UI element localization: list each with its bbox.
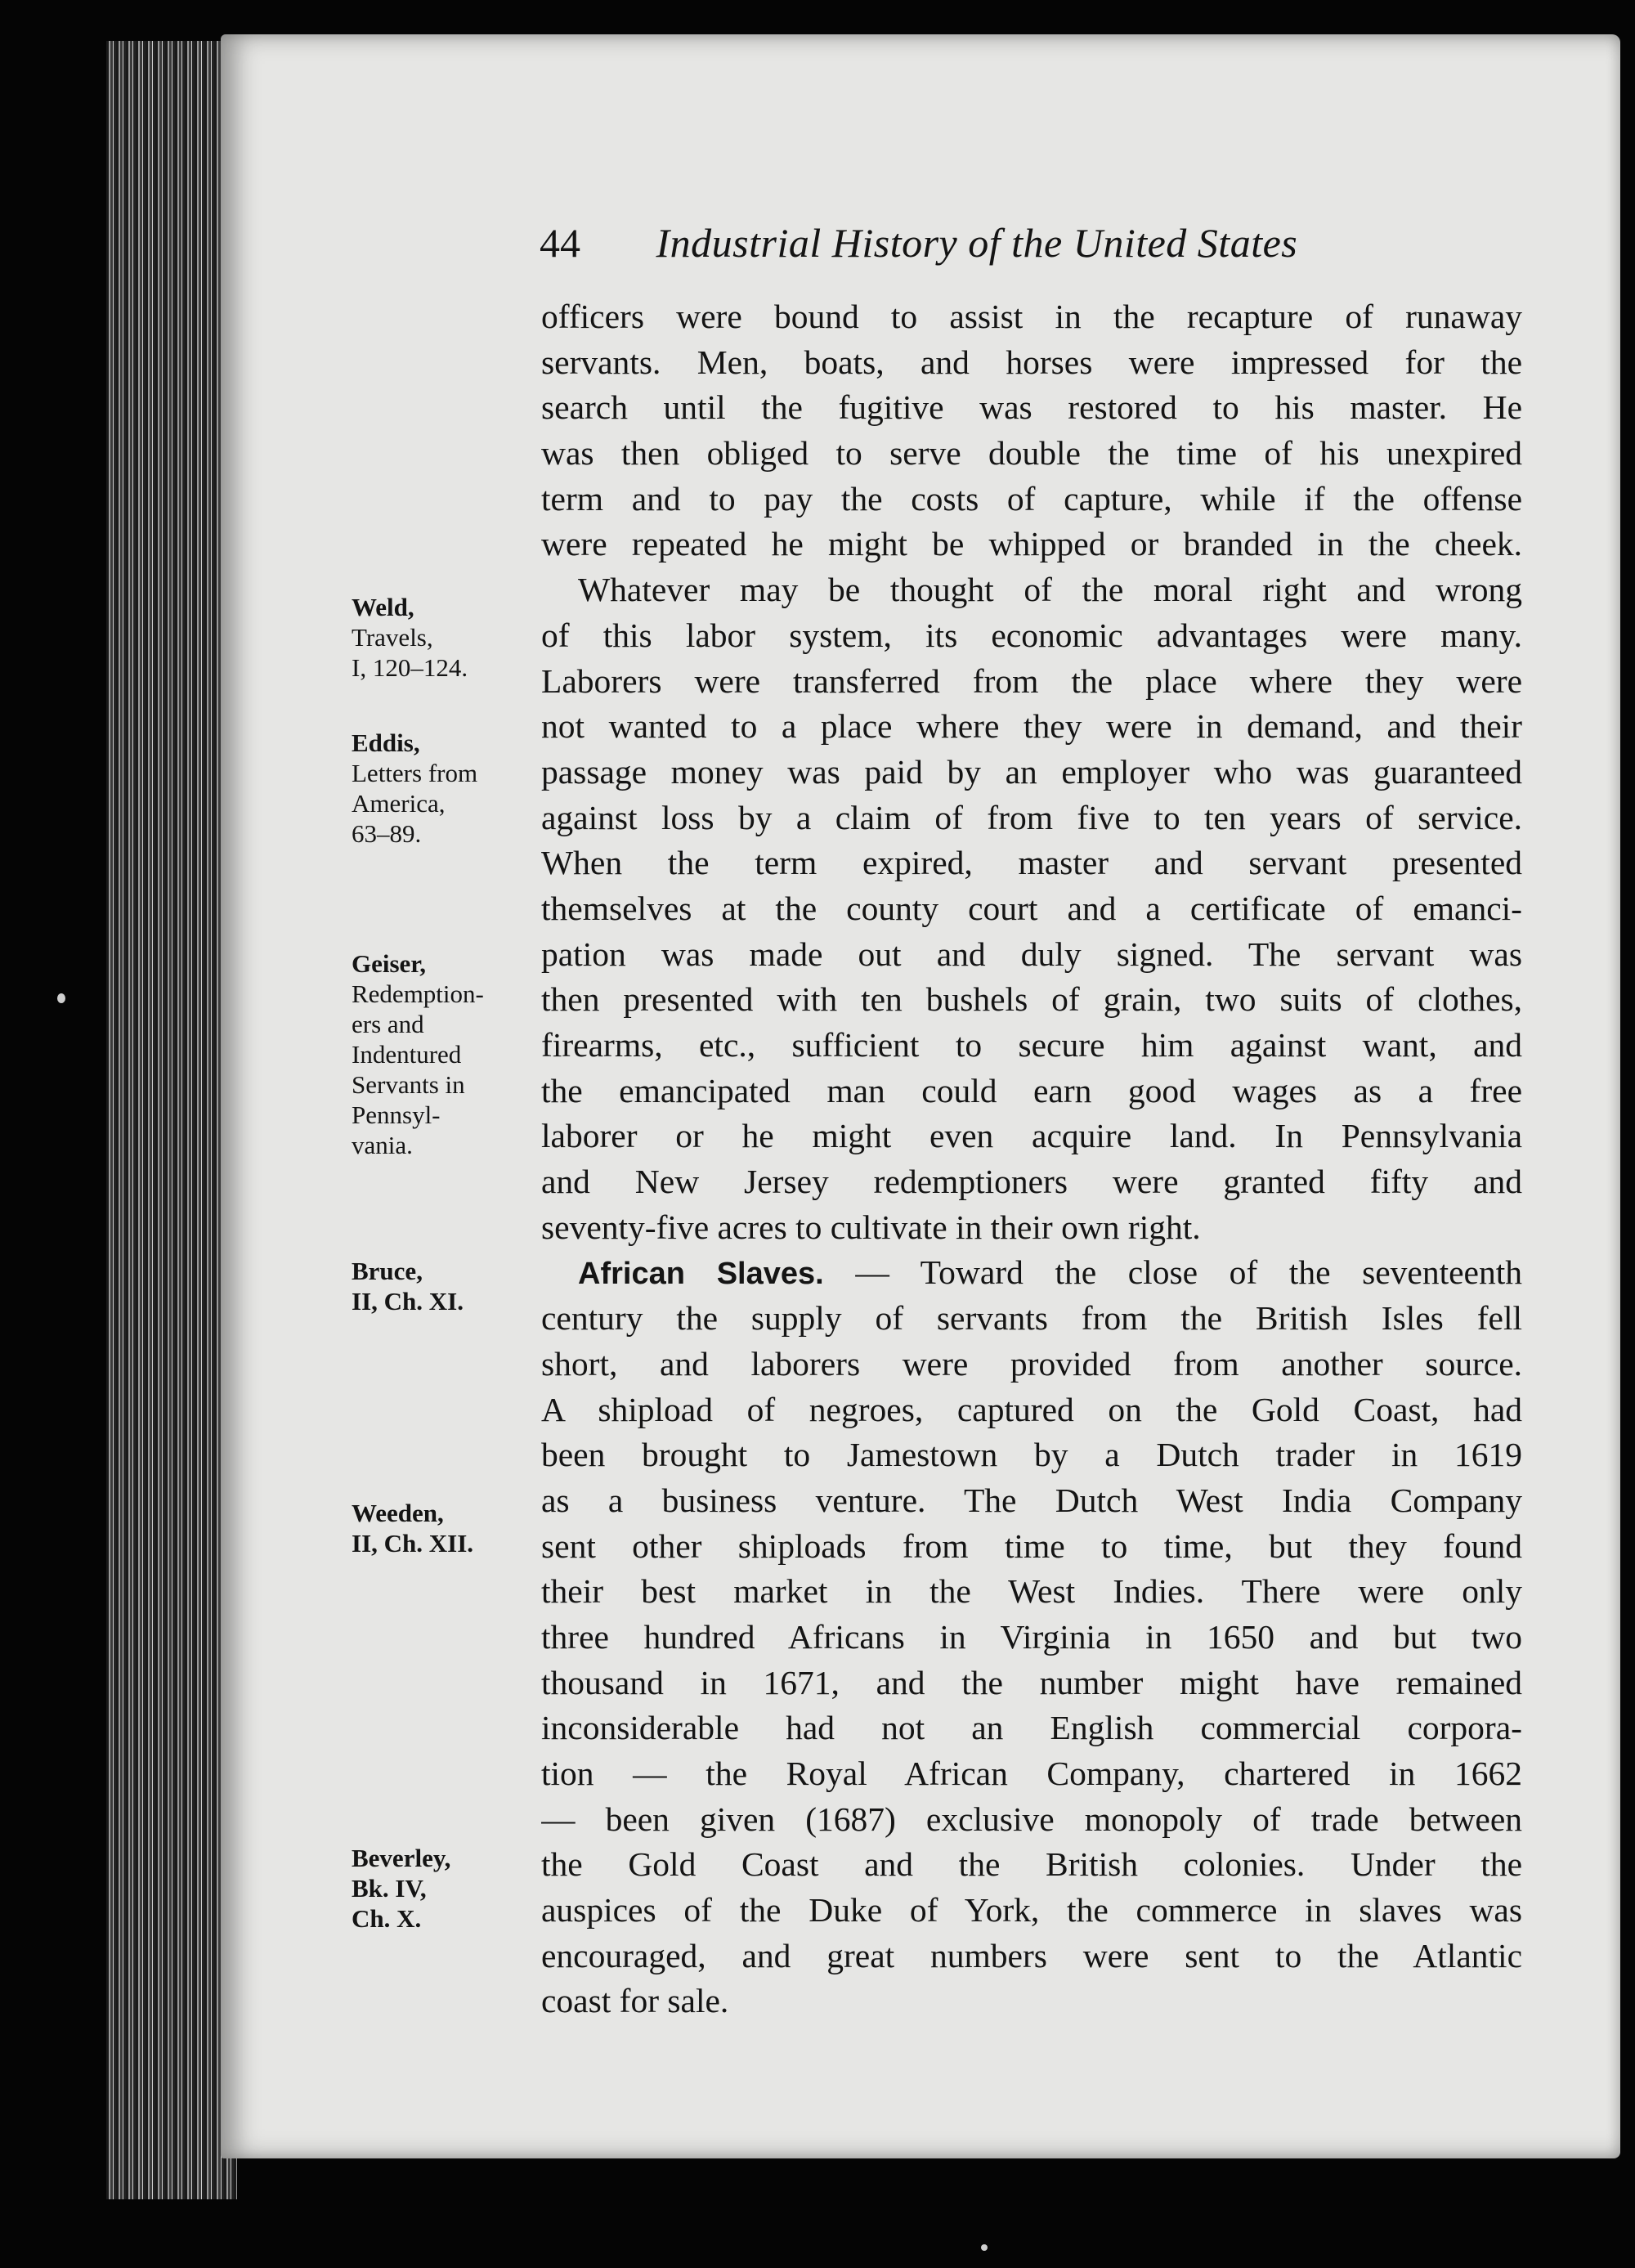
sidenote-line: II, Ch. XI.	[352, 1287, 464, 1316]
text-line: pation was made out and duly signed. The servant was	[541, 935, 1522, 973]
text-line: officers were bound to assist in the recapture of runaway	[541, 298, 1522, 335]
text-line: seventy-five acres to cultivate in their own right.	[541, 1208, 1201, 1246]
text-line: firearms, etc., sufficient to secure him against want, and	[541, 1026, 1522, 1064]
sidenote-author: Beverley,	[352, 1844, 451, 1872]
sidenote-line: 63–89.	[352, 819, 422, 848]
text-line: short, and laborers were provided from another source.	[541, 1344, 1522, 1383]
sidenote-line: Indentured	[352, 1040, 462, 1069]
text-line: of this labor system, its economic advantages were many.	[541, 616, 1522, 654]
text-line: coast for sale.	[541, 1982, 729, 2020]
text-line: passage money was paid by an employer who was guaranteed	[541, 752, 1522, 791]
sidenote-line: Redemption-	[352, 979, 484, 1008]
text-line: themselves at the county court and a certificate of emanci-	[541, 889, 1522, 927]
book-page-edges	[106, 41, 237, 2199]
page-number: 44	[540, 220, 580, 266]
sidenote-author: Geiser,	[352, 949, 426, 978]
text-line: laborer or he might even acquire land. In Pennsylvania	[541, 1117, 1522, 1155]
text-line: When the term expired, master and servant presented	[541, 844, 1522, 882]
sidenote-line: Letters from	[352, 759, 478, 787]
sidenote-author: Weeden,	[352, 1499, 444, 1527]
sidenote-line: America,	[352, 789, 446, 818]
section-first-line	[541, 1250, 1522, 1296]
text-line: servants. Men, boats, and horses were impressed for the	[541, 343, 1522, 381]
sidenote-line: ers and	[352, 1010, 424, 1038]
sidenote-line: I, 120–124.	[352, 653, 468, 682]
text-line: and New Jersey redemptioners were granted fifty and	[541, 1163, 1522, 1201]
sidenote-line: Servants in	[352, 1070, 465, 1099]
sidenote-author: Eddis,	[352, 728, 420, 757]
text-line: three hundred Africans in Virginia in 1650 and but two	[541, 1617, 1522, 1656]
text-line: inconsiderable had not an English commercial corpora-	[541, 1709, 1522, 1747]
text-line: tion — the Royal African Company, chartered in 1662	[541, 1755, 1522, 1792]
text-line: A shipload of negroes, captured on the Gold Coast, had	[541, 1390, 1522, 1428]
running-head	[540, 210, 1635, 276]
text-line: as a business venture. The Dutch West India Company	[541, 1481, 1522, 1519]
text-line: the emancipated man could earn good wages as a free	[541, 1071, 1522, 1109]
text-line: encouraged, and great numbers were sent to the Atlantic	[541, 1936, 1522, 1974]
sidenote-eddis	[352, 728, 540, 849]
sidenote-weld	[352, 592, 540, 683]
text-line: their best market in the West Indies. There were only	[541, 1572, 1522, 1611]
text-line: Laborers were transferred from the place where they were	[541, 661, 1522, 700]
sidenote-line: Bk. IV,	[352, 1874, 427, 1903]
sidenote-weeden	[352, 1498, 540, 1558]
sidenote-geiser	[352, 948, 540, 1160]
text-line: was then obliged to serve double the time of his unexpired	[541, 434, 1522, 473]
sidenote-line: Pennsyl-	[352, 1100, 441, 1129]
text-line: — been given (1687) exclusive monopoly of trade between	[541, 1800, 1522, 1838]
scan-speck	[981, 2244, 988, 2251]
scan-speck	[57, 993, 65, 1003]
text-line: auspices of the Duke of York, the commerce in slaves was	[541, 1891, 1522, 1930]
sidenote-line: vania.	[352, 1131, 413, 1159]
section-first-line-text: — Toward the close of the seventeenth	[823, 1253, 1522, 1292]
sidenote-line: Ch. X.	[352, 1904, 422, 1933]
sidenote-line: Travels,	[352, 623, 433, 652]
text-line: thousand in 1671, and the number might have remained	[541, 1663, 1522, 1701]
sidenote-author: Bruce,	[352, 1257, 423, 1285]
text-line: sent other shiploads from time to time, but they found	[541, 1526, 1522, 1565]
body-text	[541, 294, 1522, 2024]
text-line: Whatever may be thought of the moral right and wrong	[578, 571, 1522, 609]
text-line: not wanted to a place where they were in demand, and their	[541, 707, 1522, 746]
sidenote-line: II, Ch. XII.	[352, 1529, 474, 1558]
text-line: the Gold Coast and the British colonies. Under the	[541, 1845, 1522, 1884]
text-line: term and to pay the costs of capture, while if the offense	[541, 479, 1522, 518]
text-line: been brought to Jamestown by a Dutch trader in 1619	[541, 1436, 1522, 1474]
page-content	[221, 34, 1620, 2158]
text-line: century the supply of servants from the British Isles fell	[541, 1299, 1522, 1338]
sidenote-bruce	[352, 1256, 540, 1316]
sidenote-beverley	[352, 1843, 540, 1934]
text-line: were repeated he might be whipped or branded in the cheek.	[541, 525, 1522, 563]
text-line: then presented with ten bushels of grain, two suits of clothes,	[541, 980, 1522, 1019]
running-title: Industrial History of the United States	[656, 220, 1298, 266]
book-page	[221, 34, 1620, 2158]
section-heading: African Slaves.	[578, 1257, 824, 1292]
text-line: against loss by a claim of from five to ten years of service.	[541, 798, 1522, 836]
text-line: search until the fugitive was restored to his master. He	[541, 388, 1522, 427]
sidenote-author: Weld,	[352, 593, 414, 621]
